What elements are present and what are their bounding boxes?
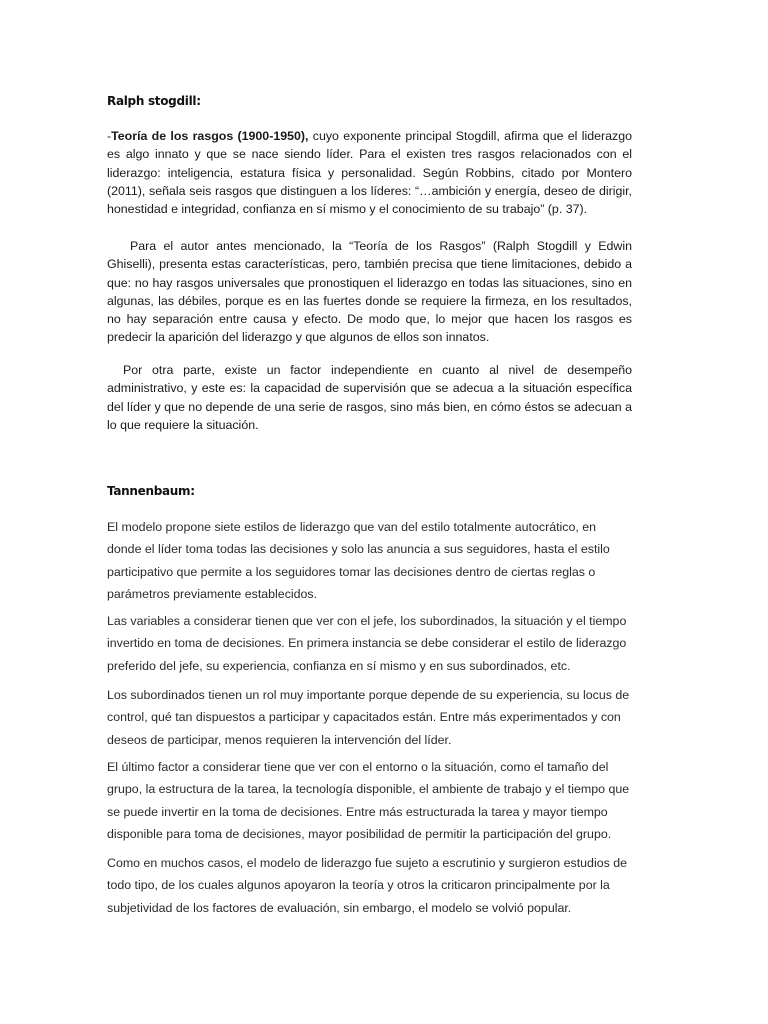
bold-term: Teoría de los rasgos (1900-1950),: [111, 129, 309, 143]
paragraph-teoria-rasgos: [107, 127, 632, 218]
paragraph-limitaciones: Para el autor antes mencionado, la “Teoría de los Rasgos” (Ralph Stogdill y Edwin Ghiselli), presenta estas características, pero, también precisa que tiene limitaciones, debido a que: no hay rasgos universales que pronostiquen el liderazgo en todas las situaciones, sino en algunas, las débiles, porque es en las fuertes donde se requiere la firmeza, en los resultados, no hay separación entre causa y efecto. De modo que, lo mejor que hacen los rasgos es predecir la aparición del liderazgo y que algunos de ellos son innatos.: [107, 239, 632, 345]
paragraph-variables: Las variables a considerar tienen que ver con el jefe, los subordinados, la situación y el tiempo invertido en toma de decisiones. En primera instancia se debe considerar el estilo de liderazgo preferido del jefe, su experiencia, confianza en sí mismo y en sus subordinados, etc.: [107, 614, 627, 673]
paragraph-factor-independiente: Por otra parte, existe un factor independiente en cuanto al nivel de desempeño administrativo, y este es: la capacidad de supervisión que se adecua a la situación específica del líder y que no depende de una serie de rasgos, sino más bien, en cómo éstos se adecuan a lo que requiere la situación.: [107, 363, 632, 432]
list-dash: -: [107, 129, 112, 143]
section-heading-stogdill: Ralph stogdill:: [107, 94, 201, 108]
paragraph-escrutinio: Como en muchos casos, el modelo de liderazgo fue sujeto a escrutinio y surgieron estudios de todo tipo, de los cuales algunos apoyaron la teoría y otros la criticaron principalmente por la subjetividad de los factores de evaluación, sin embargo, el modelo se volvió popular.: [107, 856, 628, 915]
paragraph-ultimo-factor: El último factor a considerar tiene que ver con el entorno o la situación, como el tamaño del grupo, la estructura de la tarea, la tecnología disponible, el ambiente de trabajo y el tiempo que se puede invertir en la toma de decisiones. Entre más estructurada la tarea y mayor tiempo disponible para toma de decisiones, mayor posibilidad de permitir la participación del grupo.: [107, 760, 630, 841]
paragraph-modelo: El modelo propone siete estilos de liderazgo que van del estilo totalmente autocrático, en donde el líder toma todas las decisiones y solo las anuncia a sus seguidores, hasta el estilo participativo que permite a los seguidores tomar las decisiones dentro de ciertas reglas o parámetros previamente establecidos.: [107, 520, 610, 601]
section-heading-tannenbaum: Tannenbaum:: [107, 484, 195, 498]
paragraph-subordinados: Los subordinados tienen un rol muy importante porque depende de su experiencia, su locus de control, qué tan dispuestos a participar y capacitados están. Entre más experimentados y con deseos de participar, menos requieren la intervención del líder.: [107, 688, 630, 747]
paragraph-text: cuyo exponente principal Stogdill, afirma que el liderazgo es algo innato y que se nace siendo líder. Para el existen tres rasgos relacionados con el liderazgo: inteligencia, estatura física y personalidad. Según Robbins, citado por Montero (2011), señala seis rasgos que distinguen a los líderes: “…ambición y energía, deseo de dirigir, honestidad e integridad, confianza en sí mismo y el conocimiento de su trabajo” (p. 37).: [107, 129, 632, 217]
